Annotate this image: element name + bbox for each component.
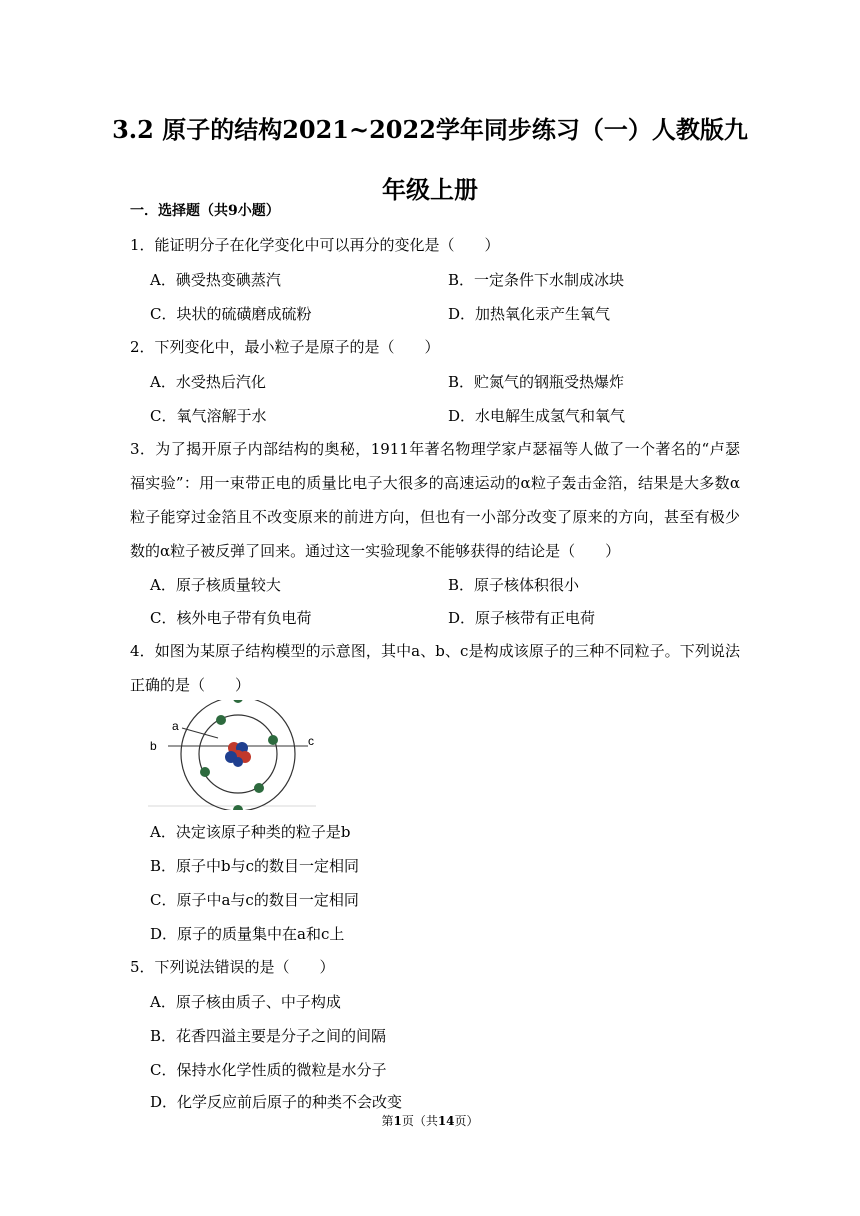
question-3-stem: 3．为了揭开原子内部结构的奥秘，1911年著名物理学家卢瑟福等人做了一个著名的“卢瑟福实验”：用一束带正电的质量比电子大很多的高速运动的α粒子轰击金箔，结果是大多数α粒子能穿过金箔且不改变原来的前进方向，但也有一小部分改变了原来的方向，甚至有极少数的α粒子被反弹了回来。通过这一实验现象不能够获得的结论是（ ） [130, 440, 740, 560]
page-title: 3.2 原子的结构2021~2022学年同步练习（一）人教版九年级上册 [112, 115, 748, 204]
electron [216, 715, 226, 725]
nucleus [225, 742, 251, 767]
question-2-option-c: C．氧气溶解于水 [150, 407, 267, 425]
question-3-option-c: C．核外电子带有负电荷 [150, 609, 312, 627]
question-3-option-b: B．原子核体积很小 [448, 576, 580, 594]
page-footer [0, 1112, 860, 1129]
footer-prefix: 第 [381, 1114, 394, 1128]
label-line-a [182, 728, 218, 738]
electron [200, 767, 210, 777]
question-4-option-d: D．原子的质量集中在a和c上 [150, 925, 345, 943]
question-4-option-b: B．原子中b与c的数目一定相同 [150, 857, 360, 875]
footer-middle: 页（共 [401, 1114, 438, 1128]
question-3-option-d: D．原子核带有正电荷 [448, 609, 596, 627]
neutron [233, 757, 243, 767]
question-1-option-d: D．加热氧化汞产生氧气 [448, 305, 611, 323]
question-2-stem: 2．下列变化中，最小粒子是原子的是（ ） [130, 338, 440, 356]
label-a: a [172, 719, 179, 733]
question-1-option-c: C．块状的硫磺磨成硫粉 [150, 305, 312, 323]
electron [254, 783, 264, 793]
question-5-stem: 5．下列说法错误的是（ ） [130, 958, 335, 976]
question-2-option-b: B．贮氮气的钢瓶受热爆炸 [448, 373, 625, 391]
question-1-option-b: B．一定条件下水制成冰块 [448, 271, 625, 289]
question-2-option-d: D．水电解生成氢气和氧气 [448, 407, 626, 425]
question-1-stem: 1．能证明分子在化学变化中可以再分的变化是（ ） [130, 236, 500, 254]
question-5-option-b: B．花香四溢主要是分子之间的间隔 [150, 1027, 387, 1045]
section-heading: 一．选择题（共9小题） [130, 203, 280, 219]
question-2-option-a: A．水受热后汽化 [150, 373, 266, 391]
question-5-option-a: A．原子核由质子、中子构成 [150, 993, 341, 1011]
footer-suffix: 页） [454, 1114, 479, 1128]
electron [268, 735, 278, 745]
question-5-option-d: D．化学反应前后原子的种类不会改变 [150, 1093, 403, 1111]
question-4-stem: 4．如图为某原子结构模型的示意图，其中a、b、c是构成该原子的三种不同粒子。下列说法正确的是（ ） [130, 642, 740, 694]
label-b: b [150, 739, 157, 753]
atom-model-diagram [148, 700, 320, 810]
question-1-option-a: A．碘受热变碘蒸汽 [150, 271, 281, 289]
label-c: c [308, 734, 314, 748]
question-4-option-c: C．原子中a与c的数目一定相同 [150, 891, 359, 909]
question-3-option-a: A．原子核质量较大 [150, 576, 281, 594]
footer-page-number: 1 [393, 1114, 402, 1128]
atom-model-figure [148, 700, 320, 810]
question-4-option-a: A．决定该原子种类的粒子是b [150, 823, 351, 841]
question-5-option-c: C．保持水化学性质的微粒是水分子 [150, 1061, 387, 1079]
electron [233, 700, 243, 703]
footer-total-pages: 14 [437, 1114, 455, 1128]
